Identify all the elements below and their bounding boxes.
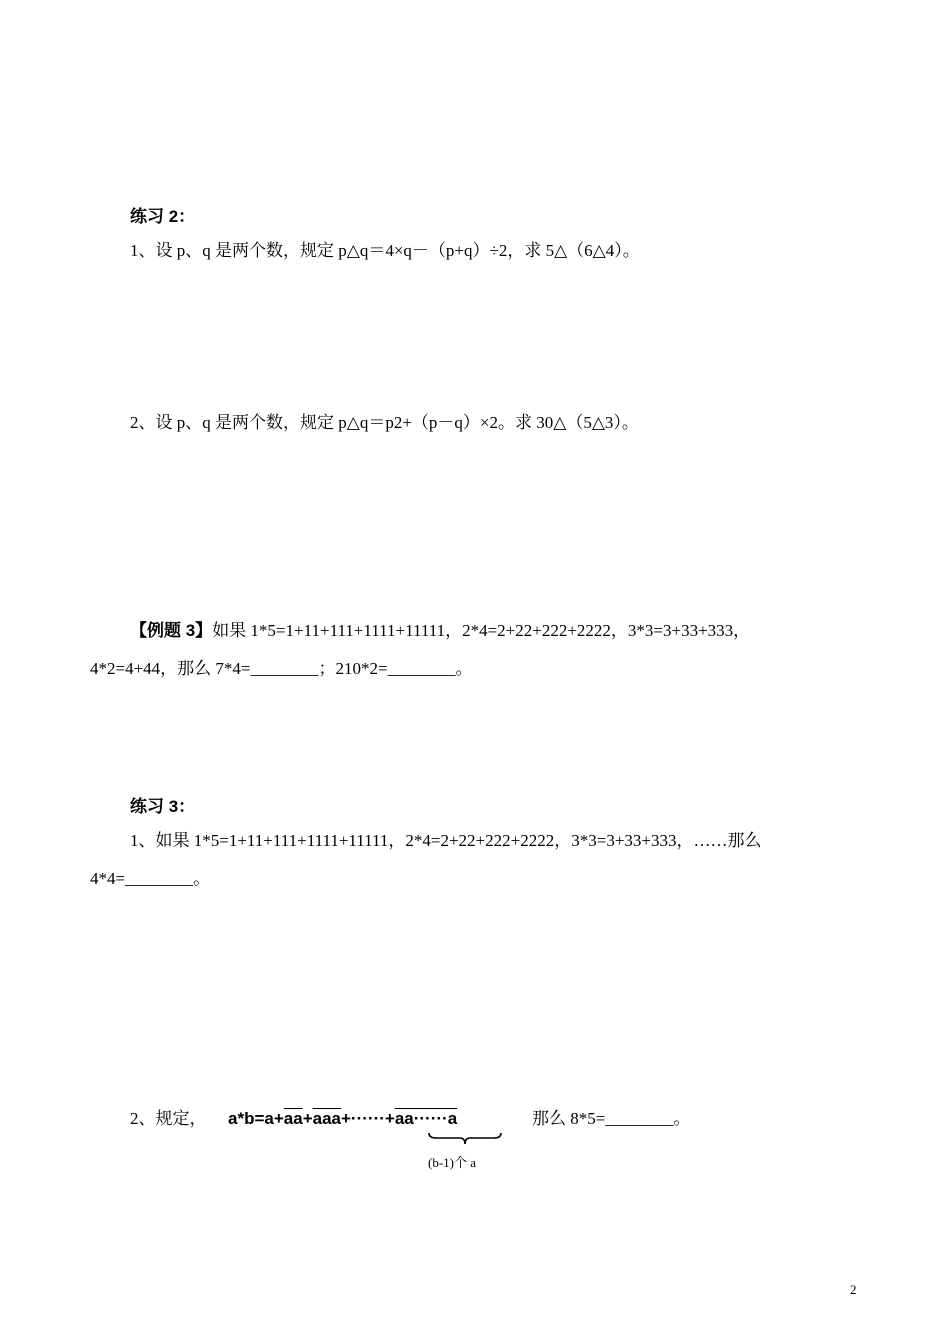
example3-label: 【例题 3】 xyxy=(130,621,213,640)
example3-line-2: 4*2=4+44，那么 7*4=________；210*2=________。 xyxy=(90,659,473,678)
definition-formula xyxy=(228,1108,457,1130)
formula-ellipsis: +······+ xyxy=(341,1109,395,1128)
practice3-question-2-suffix: 那么 8*5=________。 xyxy=(532,1109,691,1128)
formula-start: a*b=a+ xyxy=(228,1109,284,1128)
formula-plus: + xyxy=(302,1109,313,1128)
practice2-heading: 练习 2： xyxy=(130,207,196,226)
practice2-question-2: 2、设 p、q 是两个数，规定 p△q＝p2+（p－q）×2。求 30△（5△3）。 xyxy=(130,413,639,432)
practice3-heading: 练习 3： xyxy=(130,797,196,816)
practice3-question-1-line-2: 4*4=________。 xyxy=(90,869,211,888)
page-number: 2 xyxy=(850,1282,857,1297)
underbrace-label: (b-1)个 a xyxy=(428,1155,477,1170)
underbrace xyxy=(428,1132,502,1146)
formula-last-term: aa······a xyxy=(394,1109,458,1128)
formula-aaa: $\overline{aaa}$ xyxy=(312,1109,341,1128)
example3-text: 如果 1*5=1+11+111+1111+11111，2*4=2+22+222+2222，3*3=3+33+333， xyxy=(212,621,751,640)
formula-aa: $\overline{aa}$ xyxy=(283,1109,303,1128)
practice2-question-1: 1、设 p、q 是两个数，规定 p△q＝4×q－（p+q）÷2，求 5△（6△4）。 xyxy=(130,241,640,260)
practice3-question-1-line-1: 1、如果 1*5=1+11+111+1111+11111，2*4=2+22+222+2222，3*3=3+33+333，……那么 xyxy=(130,831,762,850)
example3-line-1 xyxy=(130,620,750,642)
practice3-question-2-prefix: 2、规定， xyxy=(130,1109,207,1128)
